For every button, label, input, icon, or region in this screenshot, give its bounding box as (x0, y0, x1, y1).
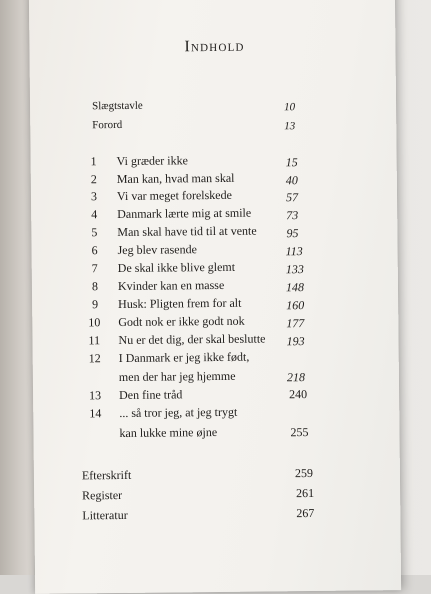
chapter-title: Den fine tråd (119, 387, 183, 403)
back-label-litteratur: Litteratur (82, 507, 128, 523)
chapter-title-line2: kan lukke mine øjne (119, 424, 218, 441)
chapter-number: 12 (88, 351, 101, 366)
chapter-number: 11 (88, 333, 101, 348)
chapter-number: 8 (91, 279, 99, 294)
front-page-slaegtstavle: 10 (284, 101, 296, 114)
chapter-title: De skal ikke blive glemt (117, 259, 236, 276)
back-label-efterskrift: Efterskrift (81, 467, 132, 483)
chapter-title: Vi græder ikke (116, 153, 188, 169)
chapter-title: Nu er det dig, der skal beslutte (118, 331, 266, 348)
chapter-page: 113 (285, 244, 303, 259)
front-label-forord: Forord (92, 118, 123, 132)
chapter-page: 255 (290, 425, 309, 440)
chapter-page: 95 (286, 226, 299, 241)
front-page-forord: 13 (284, 120, 296, 133)
chapter-page: 73 (286, 208, 299, 223)
chapter-title: Husk: Pligten frem for alt (118, 295, 242, 312)
chapter-title: Kvinder kan en masse (117, 277, 225, 294)
book-page (29, 0, 401, 594)
chapter-number: 13 (89, 388, 102, 403)
chapter-title: Godt nok er ikke godt nok (118, 313, 245, 330)
chapter-page: 57 (285, 190, 299, 205)
chapter-number: 6 (91, 243, 98, 258)
chapter-number: 5 (91, 225, 98, 240)
chapter-title-line2: men der har jeg hjemme (118, 368, 236, 385)
chapter-page: 240 (289, 387, 308, 402)
chapter-title: Jeg blev rasende (117, 242, 197, 258)
chapter-title: Danmark lærte mig at smile (117, 205, 252, 222)
back-label-register: Register (82, 487, 123, 503)
chapter-title: Man kan, hvad man skal (116, 170, 235, 187)
chapter-number: 1 (90, 154, 97, 169)
back-page-efterskrift: 259 (294, 465, 313, 481)
chapter-number: 7 (91, 261, 98, 276)
chapter-page: 15 (285, 155, 298, 170)
chapter-number: 2 (90, 172, 97, 187)
chapter-page: 218 (286, 370, 305, 385)
chapter-number: 3 (90, 189, 98, 204)
chapter-page: 193 (286, 334, 305, 349)
chapter-number: 14 (89, 406, 102, 421)
front-label-slaegtstavle: Slægtstavle (91, 99, 143, 113)
chapter-number: 4 (91, 207, 98, 222)
chapter-number: 10 (88, 315, 101, 330)
chapter-page: 133 (285, 262, 304, 277)
chapter-title: Vi var meget forelskede (116, 187, 232, 204)
chapter-page: 148 (285, 280, 305, 295)
chapter-page: 177 (286, 316, 305, 331)
chapter-page: 40 (285, 173, 298, 188)
chapter-title: Man skal have tid til at vente (117, 223, 257, 240)
back-page-litteratur: 267 (296, 505, 315, 521)
back-page-register: 261 (296, 485, 315, 501)
chapter-number: 9 (92, 297, 99, 312)
chapter-page: 160 (286, 298, 305, 313)
chapter-title-line1: I Danmark er jeg ikke født, (118, 349, 250, 366)
page-title: Indhold (184, 37, 245, 56)
chapter-title-line1: ... så tror jeg, at jeg trygt (119, 404, 238, 421)
